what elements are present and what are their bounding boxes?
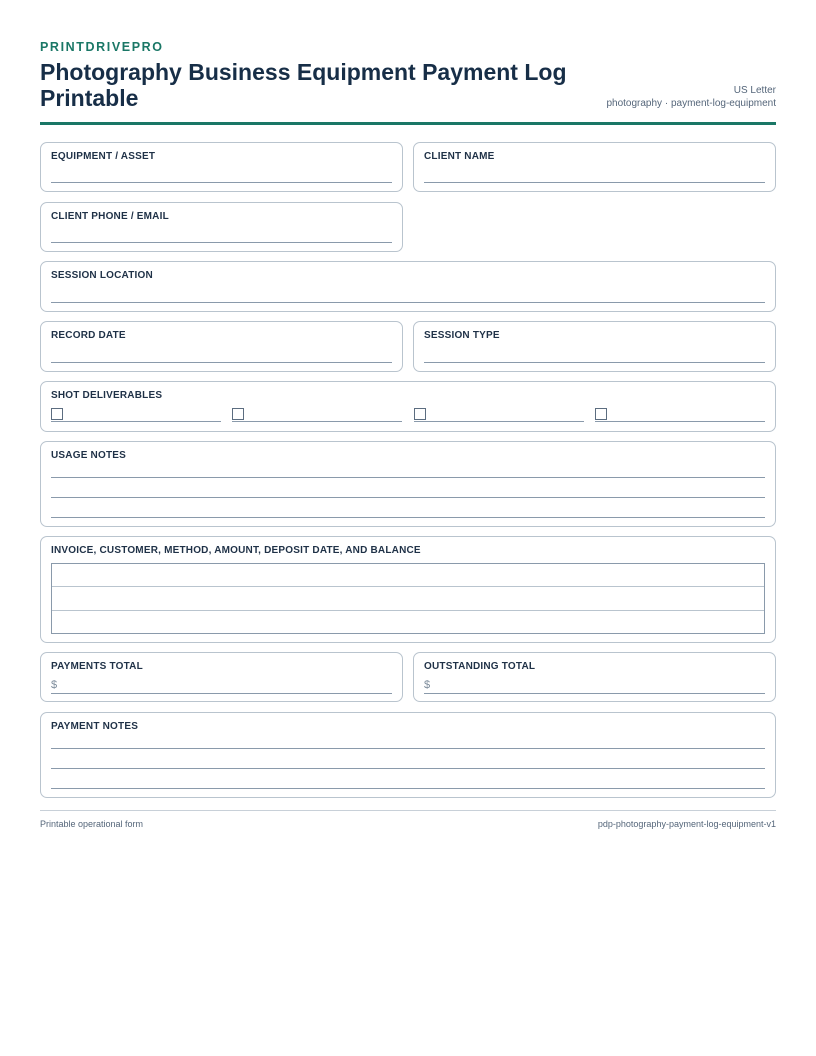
payments-total-currency: $ [51,679,58,691]
payment-notes-line[interactable] [51,788,765,789]
deliverable-item[interactable] [595,407,765,422]
usage-notes-line[interactable] [51,517,765,518]
table-row[interactable] [52,587,764,610]
payment-table [51,563,765,634]
outstanding-total-field[interactable] [413,652,776,702]
session-type-label: SESSION TYPE [424,330,500,341]
payment-table-label: INVOICE, CUSTOMER, METHOD, AMOUNT, DEPOSIT DATE, AND BALANCE [51,545,421,556]
deliverable-checkbox[interactable] [232,408,244,420]
payment-notes-line[interactable] [51,748,765,749]
client-contact-line[interactable] [51,242,392,243]
session-type-field[interactable] [413,321,776,372]
payment-notes-field[interactable] [40,712,776,798]
record-date-field[interactable] [40,321,403,372]
outstanding-total-line[interactable] [424,693,765,694]
deliverable-checkbox[interactable] [414,408,426,420]
equipment-asset-field[interactable] [40,142,403,192]
payments-total-label: PAYMENTS TOTAL [51,661,143,672]
usage-notes-field[interactable] [40,441,776,527]
footer-note: Printable operational form [40,819,144,829]
paper-size: US Letter [733,85,776,96]
shot-deliverables-field [40,381,776,432]
client-name-label: CLIENT NAME [424,151,495,162]
payment-table-field [40,536,776,643]
deliverable-item[interactable] [51,407,221,422]
payments-total-line[interactable] [51,693,392,694]
footer-rule [40,810,776,811]
client-name-field[interactable] [413,142,776,192]
deliverable-checkbox[interactable] [51,408,63,420]
usage-notes-line[interactable] [51,497,765,498]
record-date-label: RECORD DATE [51,330,126,341]
deliverable-checkbox[interactable] [595,408,607,420]
table-row[interactable] [52,611,764,634]
payment-notes-line[interactable] [51,768,765,769]
session-location-field[interactable] [40,261,776,312]
equipment-asset-line[interactable] [51,182,392,183]
equipment-asset-label: EQUIPMENT / ASSET [51,151,156,162]
outstanding-total-label: OUTSTANDING TOTAL [424,661,536,672]
payments-total-field[interactable] [40,652,403,702]
session-location-label: SESSION LOCATION [51,270,153,281]
shot-deliverables-label: SHOT DELIVERABLES [51,390,163,401]
usage-notes-line[interactable] [51,477,765,478]
payment-notes-label: PAYMENT NOTES [51,721,139,732]
form-tags: photography · payment-log-equipment [606,98,776,109]
outstanding-total-currency: $ [424,679,431,691]
client-contact-field[interactable] [40,202,403,252]
deliverable-item[interactable] [414,407,584,422]
table-row[interactable] [52,564,764,587]
header-rule [40,122,776,125]
client-contact-label: CLIENT PHONE / EMAIL [51,211,169,222]
form-code: pdp-photography-payment-log-equipment-v1 [597,819,776,829]
usage-notes-label: USAGE NOTES [51,450,126,461]
client-name-line[interactable] [424,182,765,183]
session-type-line[interactable] [424,362,765,363]
brand-name: PRINTDRIVEPRO [40,40,164,54]
record-date-line[interactable] [51,362,392,363]
header-meta [606,84,776,110]
session-location-line[interactable] [51,302,765,303]
deliverable-item[interactable] [232,407,402,422]
page-title: Photography Business Equipment Payment Log Printable [40,59,567,111]
